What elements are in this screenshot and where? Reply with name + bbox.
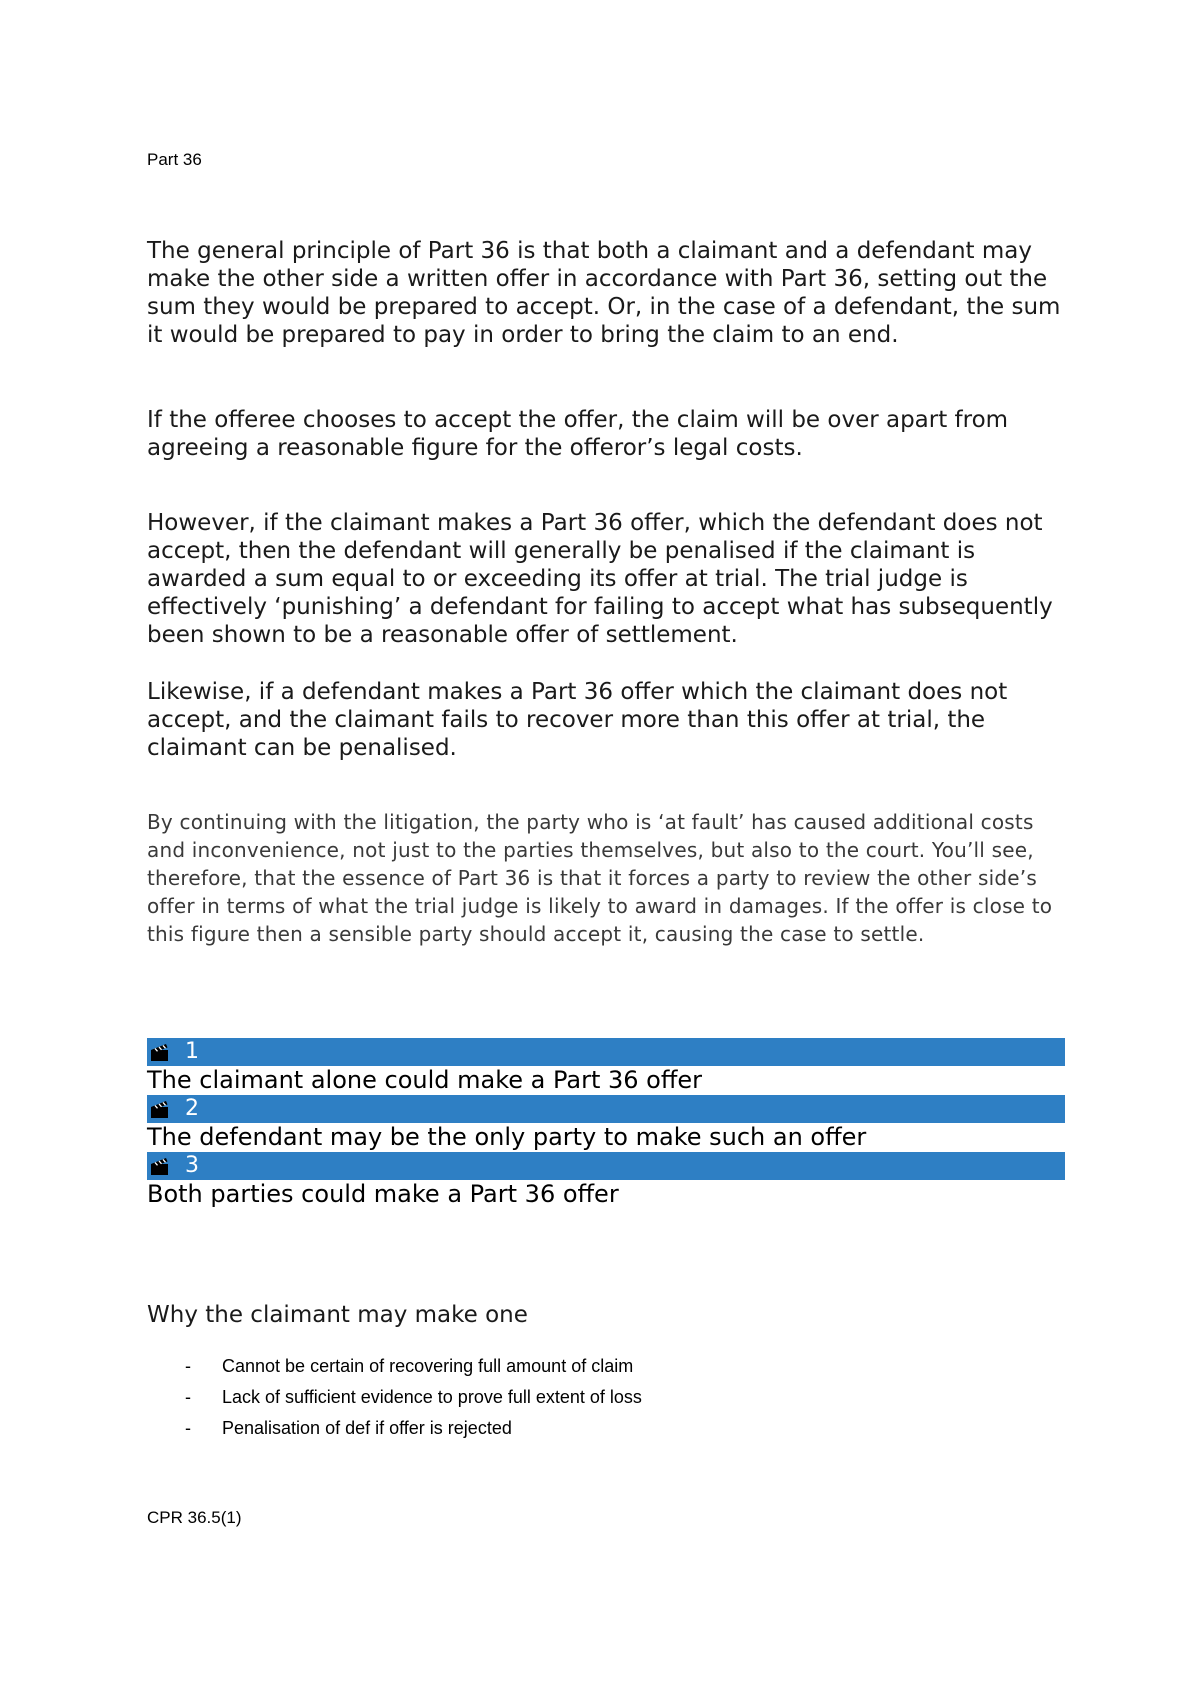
- list-item-text: Penalisation of def if offer is rejected: [222, 1418, 512, 1438]
- paragraph-claimant-offer: However, if the claimant makes a Part 36 offer, which the defendant does not accept, then the defendant will generally be penalised if the claimant is awarded a sum equal to or exceeding its offer at trial. The trial judge is effectively ‘punishing’ a defendant for failing to accept what has subsequently been shown to be a reasonable offer of settlement.: [147, 510, 1053, 648]
- clapperboard-icon: [149, 1042, 171, 1062]
- page-heading: Part 36: [147, 150, 202, 169]
- list-item: [147, 1413, 642, 1444]
- clapperboard-icon: [149, 1099, 171, 1119]
- paragraph-continuing-litigation: By continuing with the litigation, the party who is ‘at fault’ has caused additional costs and inconvenience, not just to the parties themselves, but also to the court. You’ll see, therefore, that the essence of Part 36 is that it forces a party to review the other side’s offer in terms of what the trial judge is likely to award in damages. If the offer is close to this figure then a sensible party should accept it, causing the case to settle.: [147, 810, 1053, 946]
- quiz-option-1-header[interactable]: [147, 1038, 1065, 1066]
- list-item-text: Lack of sufficient evidence to prove full extent of loss: [222, 1387, 642, 1407]
- quiz-option-1-answer[interactable]: The claimant alone could make a Part 36 offer: [147, 1066, 703, 1094]
- list-item-text: Cannot be certain of recovering full amount of claim: [222, 1356, 634, 1376]
- clapperboard-icon: [149, 1156, 171, 1176]
- quiz-option-number: 3: [185, 1153, 199, 1178]
- paragraph-offeree-accepts: If the offeree chooses to accept the offer, the claim will be over apart from agreeing a reasonable figure for the offeror’s legal costs.: [147, 407, 1009, 461]
- paragraph-general-principle: The general principle of Part 36 is that both a claimant and a defendant may make the other side a written offer in accordance with Part 36, setting out the sum they would be prepared to accept. Or, in the case of a defendant, the sum it would be prepared to pay in order to bring the claim to an end.: [147, 238, 1061, 348]
- quiz-options: [147, 1038, 1065, 1209]
- quiz-option-3-header[interactable]: [147, 1152, 1065, 1180]
- quiz-option-2-header[interactable]: [147, 1095, 1065, 1123]
- rule-reference: CPR 36.5(1): [147, 1508, 242, 1527]
- quiz-option-number: 2: [185, 1096, 199, 1121]
- list-item: [147, 1382, 642, 1413]
- quiz-option-2-answer[interactable]: The defendant may be the only party to make such an offer: [147, 1123, 867, 1151]
- quiz-option-number: 1: [185, 1039, 199, 1064]
- quiz-option-3-answer[interactable]: Both parties could make a Part 36 offer: [147, 1180, 619, 1208]
- reasons-list: [147, 1351, 642, 1444]
- list-item: [147, 1351, 642, 1382]
- bullet-dash: -: [185, 1356, 191, 1376]
- paragraph-defendant-offer: Likewise, if a defendant makes a Part 36 offer which the claimant does not accept, and the claimant fails to recover more than this offer at trial, the claimant can be penalised.: [147, 679, 1008, 761]
- section-heading-why-claimant: Why the claimant may make one: [147, 1302, 528, 1328]
- bullet-dash: -: [185, 1418, 191, 1438]
- bullet-dash: -: [185, 1387, 191, 1407]
